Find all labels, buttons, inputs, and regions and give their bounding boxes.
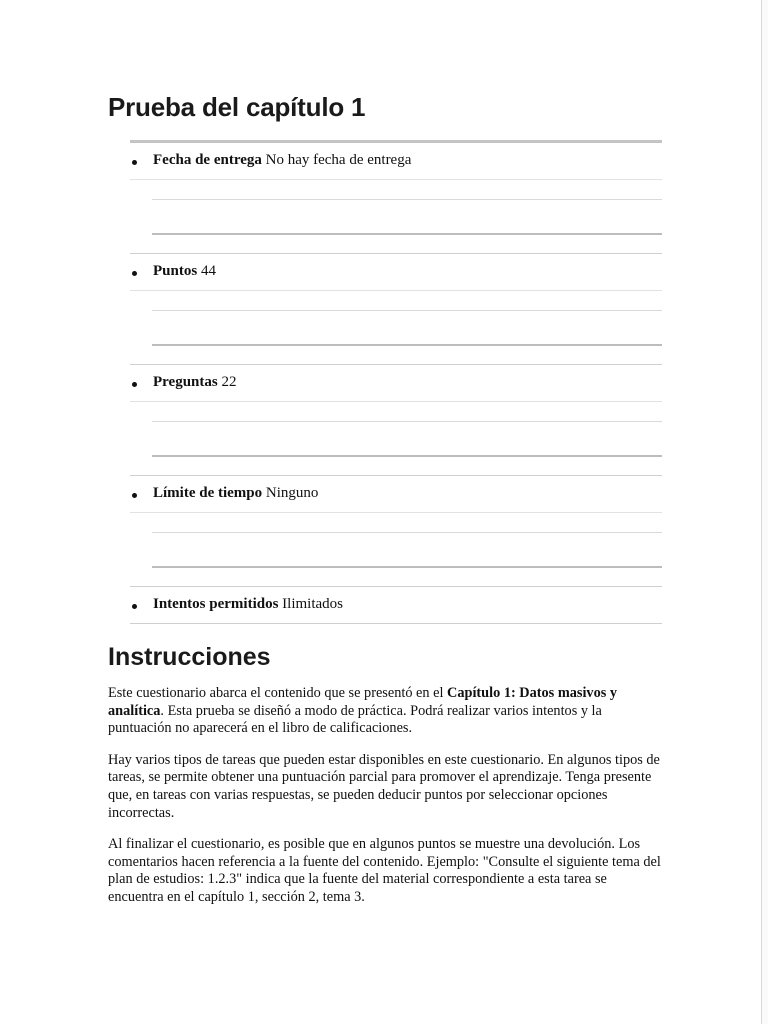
bullet-icon (132, 382, 137, 387)
bullet-icon (132, 160, 137, 165)
instructions-body (108, 685, 662, 921)
detail-text (153, 596, 343, 613)
detail-label: Límite de tiempo (153, 485, 263, 501)
bullet-icon (132, 604, 137, 609)
instructions-paragraph-2: Hay varios tipos de tareas que pueden estar disponibles en este cuestionario. En algunos tipos de tareas, se permite obtener una puntuación parcial para promover el aprendizaje. Tenga presente que, en tareas con varias respuestas, se pueden deducir puntos por seleccionar opciones incorrectas. (108, 751, 660, 821)
detail-row (130, 143, 662, 180)
divider-line (152, 233, 662, 235)
detail-label: Puntos (153, 263, 198, 279)
detail-item-time-limit (130, 476, 662, 587)
detail-item-points (130, 254, 662, 365)
paragraph-text: . Esta prueba se diseñó a modo de práctica. Podrá realizar varios intentos y la puntuación no aparecerá en el libro de calificaciones. (108, 702, 602, 737)
detail-item-due-date (130, 143, 662, 254)
detail-row (130, 587, 662, 624)
detail-row (130, 476, 662, 513)
bullet-icon (132, 493, 137, 498)
instructions-heading: Instrucciones (108, 643, 271, 671)
quiz-details-list (130, 143, 662, 624)
detail-value: 44 (200, 263, 216, 279)
detail-text (153, 485, 318, 502)
detail-value: 22 (221, 374, 237, 390)
detail-row (130, 254, 662, 291)
detail-row (130, 365, 662, 402)
detail-item-attempts (130, 587, 662, 624)
divider-line (152, 344, 662, 346)
detail-label: Fecha de entrega (153, 152, 262, 168)
detail-value: Ninguno (265, 485, 319, 501)
divider-line (152, 310, 662, 311)
divider-line (152, 566, 662, 568)
instructions-paragraph-1 (108, 685, 662, 738)
divider-line (152, 532, 662, 533)
divider-line (152, 455, 662, 457)
divider-line (152, 199, 662, 200)
detail-value: Ilimitados (282, 596, 343, 612)
detail-item-questions (130, 365, 662, 476)
bullet-icon (132, 271, 137, 276)
detail-value: No hay fecha de entrega (265, 152, 412, 168)
instructions-paragraph-3: Al finalizar el cuestionario, es posible que en algunos puntos se muestre una devolución. Los comentarios hacen referencia a la fuente del contenido. Ejemplo: "Consulte el siguiente tema del plan de estudios: 1.2.3" indica que la fuente del material correspondiente a esta tarea se encuentra en el capítulo 1, sección 2, tema 3. (108, 836, 661, 905)
detail-label: Intentos permitidos (153, 596, 279, 612)
page-edge (761, 0, 768, 1024)
detail-text (153, 152, 411, 169)
divider-line (152, 421, 662, 422)
paragraph-text: Este cuestionario abarca el contenido que se presentó en el (108, 685, 448, 701)
detail-label: Preguntas (153, 374, 218, 390)
detail-text (153, 374, 236, 391)
page-title: Prueba del capítulo 1 (108, 92, 366, 122)
chapter-name: Capítulo 1: Datos masivos y analítica (108, 685, 618, 719)
detail-text (153, 263, 216, 280)
